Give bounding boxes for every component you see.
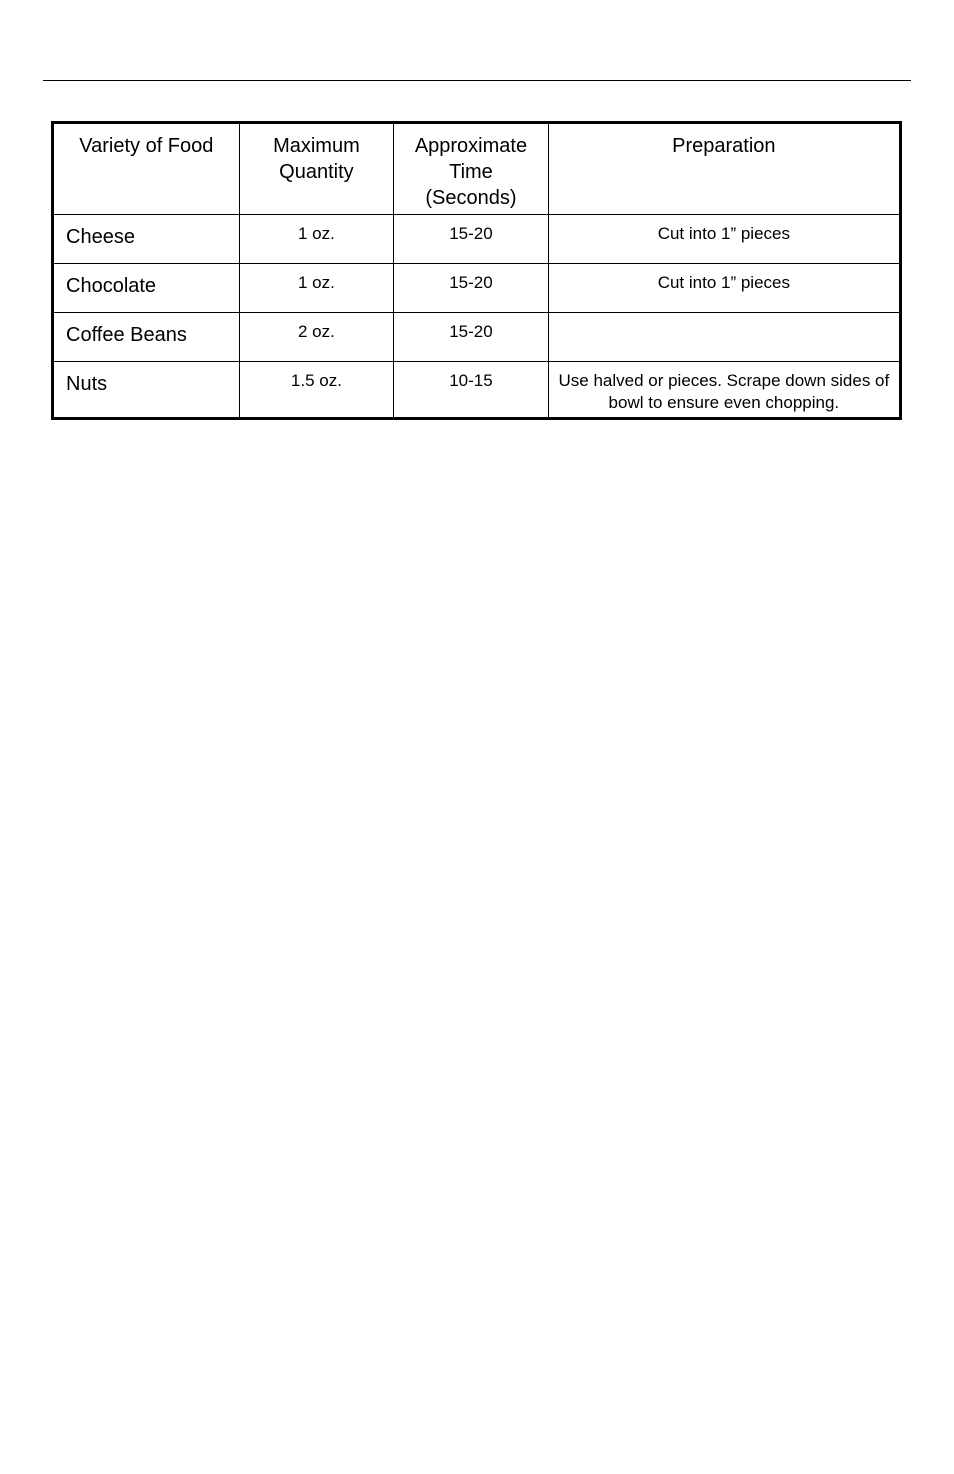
- food-name-cell: Nuts: [53, 362, 240, 419]
- table-row: [53, 215, 901, 264]
- quantity-cell: 1 oz.: [239, 264, 394, 313]
- preparation-cell: Use halved or pieces. Scrape down sides of bowl to ensure even chopping.: [548, 362, 900, 419]
- header-preparation: Preparation: [548, 123, 900, 215]
- preparation-cell: [548, 313, 900, 362]
- preparation-cell: Cut into 1” pieces: [548, 264, 900, 313]
- top-divider: [43, 80, 911, 81]
- header-variety-of-food: Variety of Food: [53, 123, 240, 215]
- time-cell: 15-20: [394, 215, 549, 264]
- food-name-cell: Cheese: [53, 215, 240, 264]
- header-maximum-quantity: Maximum Quantity: [239, 123, 394, 215]
- preparation-cell: Cut into 1” pieces: [548, 215, 900, 264]
- table-row: [53, 362, 901, 419]
- quantity-cell: 1.5 oz.: [239, 362, 394, 419]
- food-name-cell: Chocolate: [53, 264, 240, 313]
- time-cell: 15-20: [394, 313, 549, 362]
- quantity-cell: 1 oz.: [239, 215, 394, 264]
- time-cell: 10-15: [394, 362, 549, 419]
- quantity-cell: 2 oz.: [239, 313, 394, 362]
- time-cell: 15-20: [394, 264, 549, 313]
- food-name-cell: Coffee Beans: [53, 313, 240, 362]
- table-header-row: [53, 123, 901, 215]
- food-chopping-table: [51, 121, 902, 420]
- table-row: [53, 313, 901, 362]
- header-approximate-time: Approximate Time (Seconds): [394, 123, 549, 215]
- table-row: [53, 264, 901, 313]
